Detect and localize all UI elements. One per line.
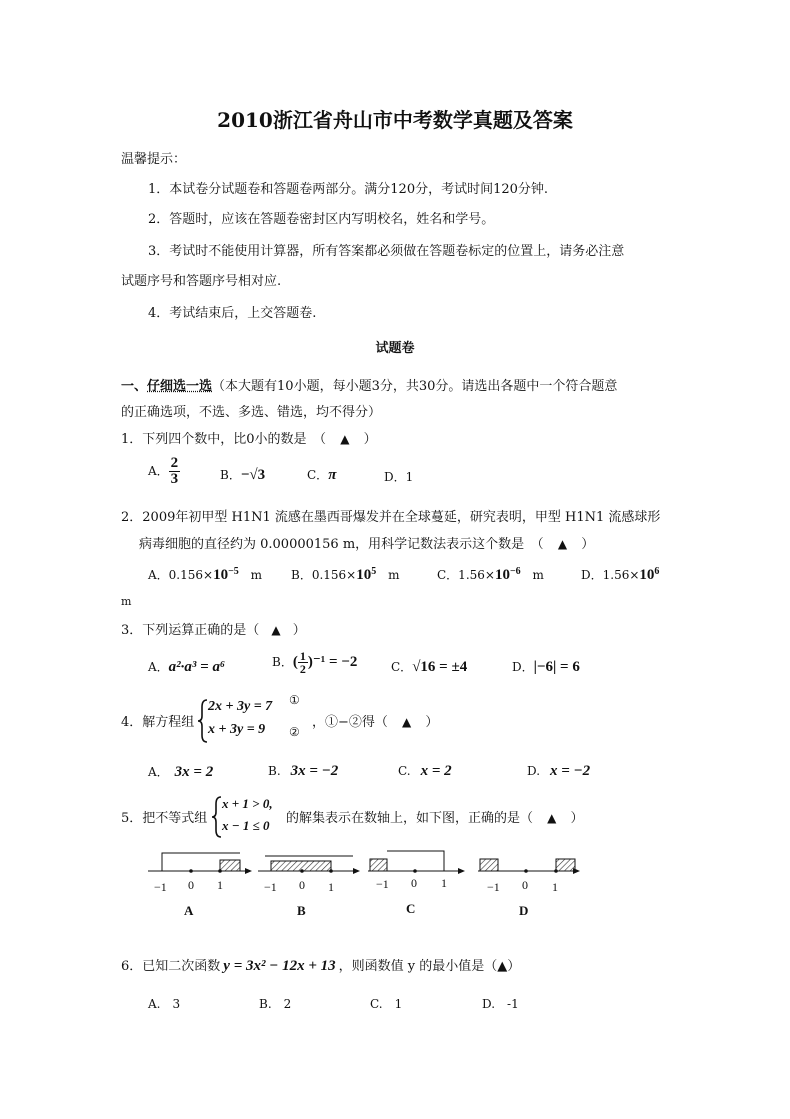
q6-option-d: D. -1 [482,997,519,1011]
option-expression: 3x = −2 [290,763,339,779]
q5-stem: 5．把不等式组 [121,811,208,826]
number-line-a [148,853,252,874]
unit: m [250,568,262,582]
question-4-tail [312,711,438,730]
tip-item: 试题序号和答题序号相对应. [121,274,282,289]
denominator: 2 [299,662,306,676]
q2-option-a [148,566,262,584]
option-expression: 3x = 2 [174,764,214,780]
option-expression: |−6| = 6 [533,659,580,675]
option-label: B． [272,655,293,669]
tick-label: 0 [411,876,417,890]
q3-option-b [272,650,357,675]
q1-option-d: D．1 [384,470,414,484]
answer-triangle-icon: ▲ [557,537,568,551]
power-base: 10 [639,567,655,583]
tip-item: 3．考试时不能使用计算器，所有答案都必须做在答题卷标定的位置上，请务必注意 [148,244,625,259]
denominator: 3 [170,471,179,487]
q6-option-b: B. 2 [259,997,292,1011]
q1-option-c [307,466,336,484]
section-heading [121,375,617,394]
option-label: A． [148,765,169,779]
option-expression: a²·a³ = a⁶ [168,659,226,675]
q2-option-b [291,566,399,584]
tick-label: 1 [552,880,558,894]
q3-option-c [391,658,467,676]
inequality-1: x + 1 > 0, [222,796,273,811]
option-expression: x = −2 [550,763,591,779]
q4-option-c [398,763,452,780]
question-1 [121,428,377,447]
tip-item: 1．本试卷分试题卷和答题卷两部分。满分120分，考试时间120分钟. [148,182,549,197]
page-title: 2010浙江省舟山市中考数学真题及答案 [217,108,573,132]
question-5-tail [286,807,584,826]
option-label: D．1.56× [581,568,640,582]
option-label: C. [398,764,411,778]
number-line-c [368,851,465,874]
equation-2: x + 3y = 9 [208,722,266,737]
q4-close: ） [425,715,439,730]
unit: m [388,568,400,582]
tick-label: −1 [264,880,277,894]
option-label: D． [512,660,534,674]
tick-label: −1 [154,880,167,894]
option-label: A．0.156× [148,568,214,582]
question-2 [139,533,594,552]
q5-tail: 的解集表示在数轴上，如下图，正确的是（ [286,811,534,826]
unit: m [532,568,544,582]
q6-option-c: C. 1 [370,997,403,1011]
q1-option-b [220,466,265,484]
option-label: B. [268,764,281,778]
q3-option-d [512,658,580,676]
section-name: 仔细选一选 [147,379,213,394]
answer-triangle-icon: ▲ [547,811,557,825]
q3-option-a [148,658,225,676]
option-label: A． [148,660,169,674]
power-base: 10 [356,567,372,583]
power-exponent: 5 [371,566,377,577]
tips-heading: 温馨提示： [121,152,187,167]
q2-close: ） [581,537,595,552]
option-value: −√3 [240,467,266,483]
q2-line1: 2．2009年初甲型 H1N1 流感在墨西哥爆发并在全球蔓延，研究表明，甲型 H1N1 流感球形 [121,510,661,525]
q6-stem: 6．已知二次函数 [121,959,221,974]
number-line-d [478,859,580,874]
q4-option-b [268,763,338,780]
tick-label: 0 [188,878,194,892]
number-line-figures [140,848,600,918]
q2-wrap-unit: m [121,595,132,608]
q4-option-d [527,763,590,780]
question-6 [121,955,520,975]
answer-triangle-icon: ▲ [271,623,281,637]
section-subtitle: 试题卷 [375,341,415,356]
power-exponent: −6 [509,566,521,577]
q3-stem: 3．下列运算正确的是（ [121,623,260,638]
option-label: D. [527,764,541,778]
figure-label-c: C [406,901,416,916]
figure-label-b: B [297,903,306,918]
numerator: 1 [299,649,306,663]
numerator: 2 [170,455,179,471]
tick-label: −1 [376,877,389,891]
paren: ( [292,654,298,670]
tick-label: 1 [328,880,334,894]
figure-label-a: A [184,903,194,918]
section-desc: （本大题有10小题，每小题3分，共30分。请选出各题中一个符合题意 [212,379,618,394]
fraction [169,456,181,487]
number-line-b [258,856,360,874]
question-3 [121,619,306,638]
left-brace [212,796,222,838]
quadratic-expression: y = 3x² − 12x + 13 [223,958,336,974]
q4-option-a [148,763,213,781]
option-label: B．0.156× [291,568,357,582]
option-value: π [328,467,337,483]
q4-tail: ，①−②得（ [312,715,388,730]
q6-option-a: A. 3 [148,997,181,1011]
option-expression: x = 2 [420,763,452,779]
tip-item: 4．考试结束后，上交答题卷. [148,306,317,321]
q1-close: ） [363,432,377,447]
power-exponent: −5 [228,566,239,577]
inequality-2: x − 1 ≤ 0 [222,818,270,833]
power-base: 10 [213,567,229,583]
tick-label: −1 [487,880,500,894]
answer-triangle-icon: ▲ [340,432,350,446]
q4-stem: 4．解方程组 [121,715,195,730]
option-expression: √16 = ±4 [412,659,468,675]
option-label: A． [148,464,169,478]
section-desc-line2: 的正确选项，不选、多选、错选，均不得分） [121,405,382,420]
equation-1: 2x + 3y = 7 [208,699,273,714]
q2-option-c [437,566,544,584]
tip-item: 2．答题时，应该在答题卷密封区内写明校名，姓名和学号。 [148,212,495,227]
figure-label-d: D [519,903,529,918]
tick-label: 1 [441,876,447,890]
equation-mark-1: ① [289,693,300,707]
left-brace [198,699,208,743]
option-expression: )⁻¹ = −2 [307,654,358,670]
power-base: 10 [494,567,510,583]
option-label: C． [307,468,329,482]
answer-triangle-icon: ▲ [402,715,412,729]
tick-label: 0 [522,878,528,892]
option-label: B． [220,468,241,482]
q3-close: ） [292,623,306,638]
section-number: 一、 [121,379,148,394]
q1-stem: 1．下列四个数中，比0小的数是 （ [121,432,327,447]
fraction [298,650,308,675]
equation-mark-2: ② [289,725,300,739]
q6-stem-tail: ，则函数值 y 的最小值是（▲） [338,959,521,974]
q2-line2: 病毒细胞的直径约为 0.00000156 m，用科学记数法表示这个数是 （ [139,537,544,552]
tick-label: 1 [217,878,223,892]
tick-label: 0 [299,878,305,892]
q1-option-a [148,456,180,487]
q2-option-d [581,566,659,584]
option-label: C．1.56× [437,568,495,582]
power-exponent: 6 [654,566,660,577]
q5-close: ） [570,811,584,826]
option-label: C． [391,660,413,674]
